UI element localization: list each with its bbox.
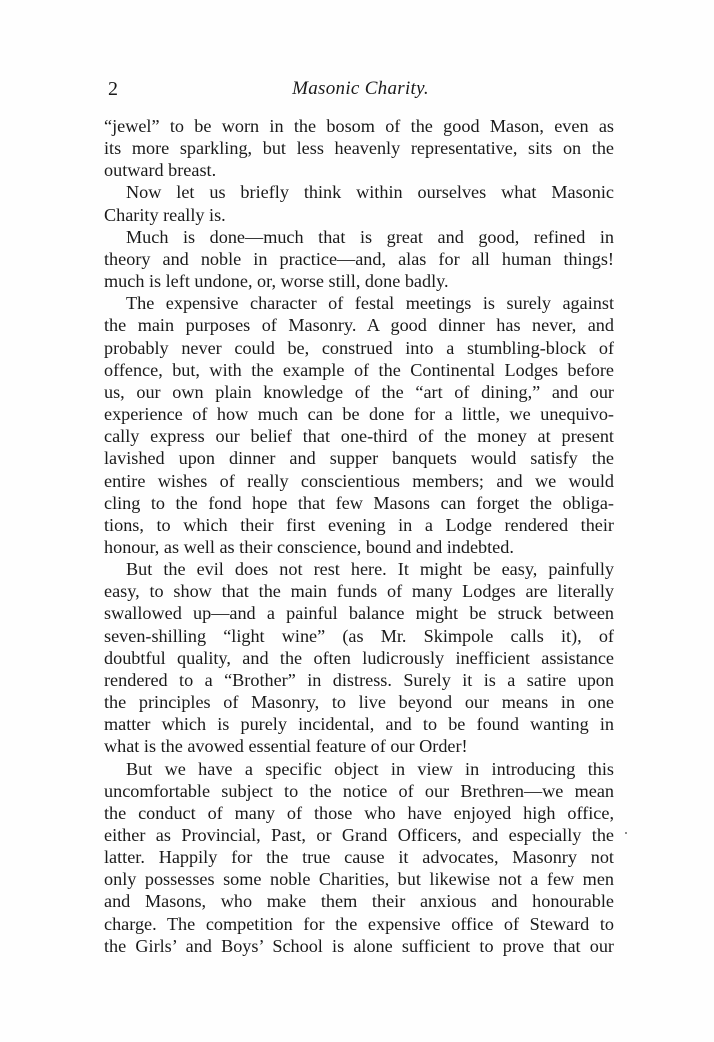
text-line: entire wishes of really conscientious members; and we would bbox=[104, 470, 614, 491]
text-line: honour, as well as their conscience, bound and indebted. bbox=[104, 536, 514, 557]
text-line: probably never could be, construed into a stumbling-block of bbox=[104, 337, 614, 358]
text-line: doubtful quality, and the often ludicrously inefficient assistance bbox=[104, 647, 614, 668]
text-line: and Masons, who make them their anxious and honourable bbox=[104, 891, 614, 912]
margin-speck bbox=[625, 832, 627, 834]
text-line: only possesses some noble Charities, but likewise not a few men bbox=[104, 869, 614, 890]
text-line: The expensive character of festal meetings is surely against bbox=[126, 293, 614, 314]
text-line: the main purposes of Masonry. A good dinner has never, and bbox=[104, 315, 614, 336]
running-header bbox=[108, 78, 613, 104]
text-line: outward breast. bbox=[104, 160, 217, 181]
text-line: lavished upon dinner and supper banquets would satisfy the bbox=[104, 448, 614, 469]
text-line: easy, to show that the main funds of many Lodges are literally bbox=[104, 581, 614, 602]
text-line: the principles of Masonry, to live beyond our means in one bbox=[104, 692, 614, 713]
text-line: tions, to which their first evening in a Lodge rendered their bbox=[104, 514, 614, 535]
text-line: rendered to a “Brother” in distress. Surely it is a satire upon bbox=[104, 669, 614, 690]
running-title: Masonic Charity. bbox=[292, 78, 429, 99]
text-line: offence, but, with the example of the Continental Lodges before bbox=[104, 359, 614, 380]
text-line: its more sparkling, but less heavenly representative, sits on the bbox=[104, 138, 614, 159]
text-line: latter. Happily for the true cause it advocates, Masonry not bbox=[104, 847, 614, 868]
text-line: matter which is purely incidental, and to be found wanting in bbox=[104, 714, 614, 735]
text-line: But the evil does not rest here. It might be easy, painfully bbox=[126, 559, 614, 580]
text-line: uncomfortable subject to the notice of our Brethren—we mean bbox=[104, 780, 614, 801]
text-line: Charity really is. bbox=[104, 204, 226, 225]
text-line: experience of how much can be done for a little, we unequivo- bbox=[104, 404, 614, 425]
text-line: what is the avowed essential feature of our Order! bbox=[104, 736, 468, 757]
text-line: much is left undone, or, worse still, done badly. bbox=[104, 271, 449, 292]
text-line: us, our own plain knowledge of the “art of dining,” and our bbox=[104, 381, 614, 402]
text-line: cling to the fond hope that few Masons can forget the obliga- bbox=[104, 492, 614, 513]
text-line: charge. The competition for the expensive office of Steward to bbox=[104, 913, 614, 934]
text-line: swallowed up—and a painful balance might be struck between bbox=[104, 603, 614, 624]
text-line: the conduct of many of those who have enjoyed high office, bbox=[104, 802, 614, 823]
text-line: seven-shilling “light wine” (as Mr. Skimpole calls it), of bbox=[104, 625, 614, 646]
text-line: “jewel” to be worn in the bosom of the good Mason, even as bbox=[104, 116, 614, 136]
text-line: cally express our belief that one-third of the money at present bbox=[104, 426, 614, 447]
body-text bbox=[104, 115, 614, 957]
page-number: 2 bbox=[108, 78, 118, 100]
text-line: Much is done—much that is great and good, refined in bbox=[126, 226, 614, 247]
text-line: theory and noble in practice—and, alas for all human things! bbox=[104, 248, 614, 269]
text-line: either as Provincial, Past, or Grand Officers, and especially the bbox=[104, 825, 614, 845]
text-line: the Girls’ and Boys’ School is alone sufficient to prove that our bbox=[104, 935, 614, 956]
text-line: But we have a specific object in view in introducing this bbox=[126, 758, 614, 779]
text-line: Now let us briefly think within ourselves what Masonic bbox=[126, 182, 614, 203]
